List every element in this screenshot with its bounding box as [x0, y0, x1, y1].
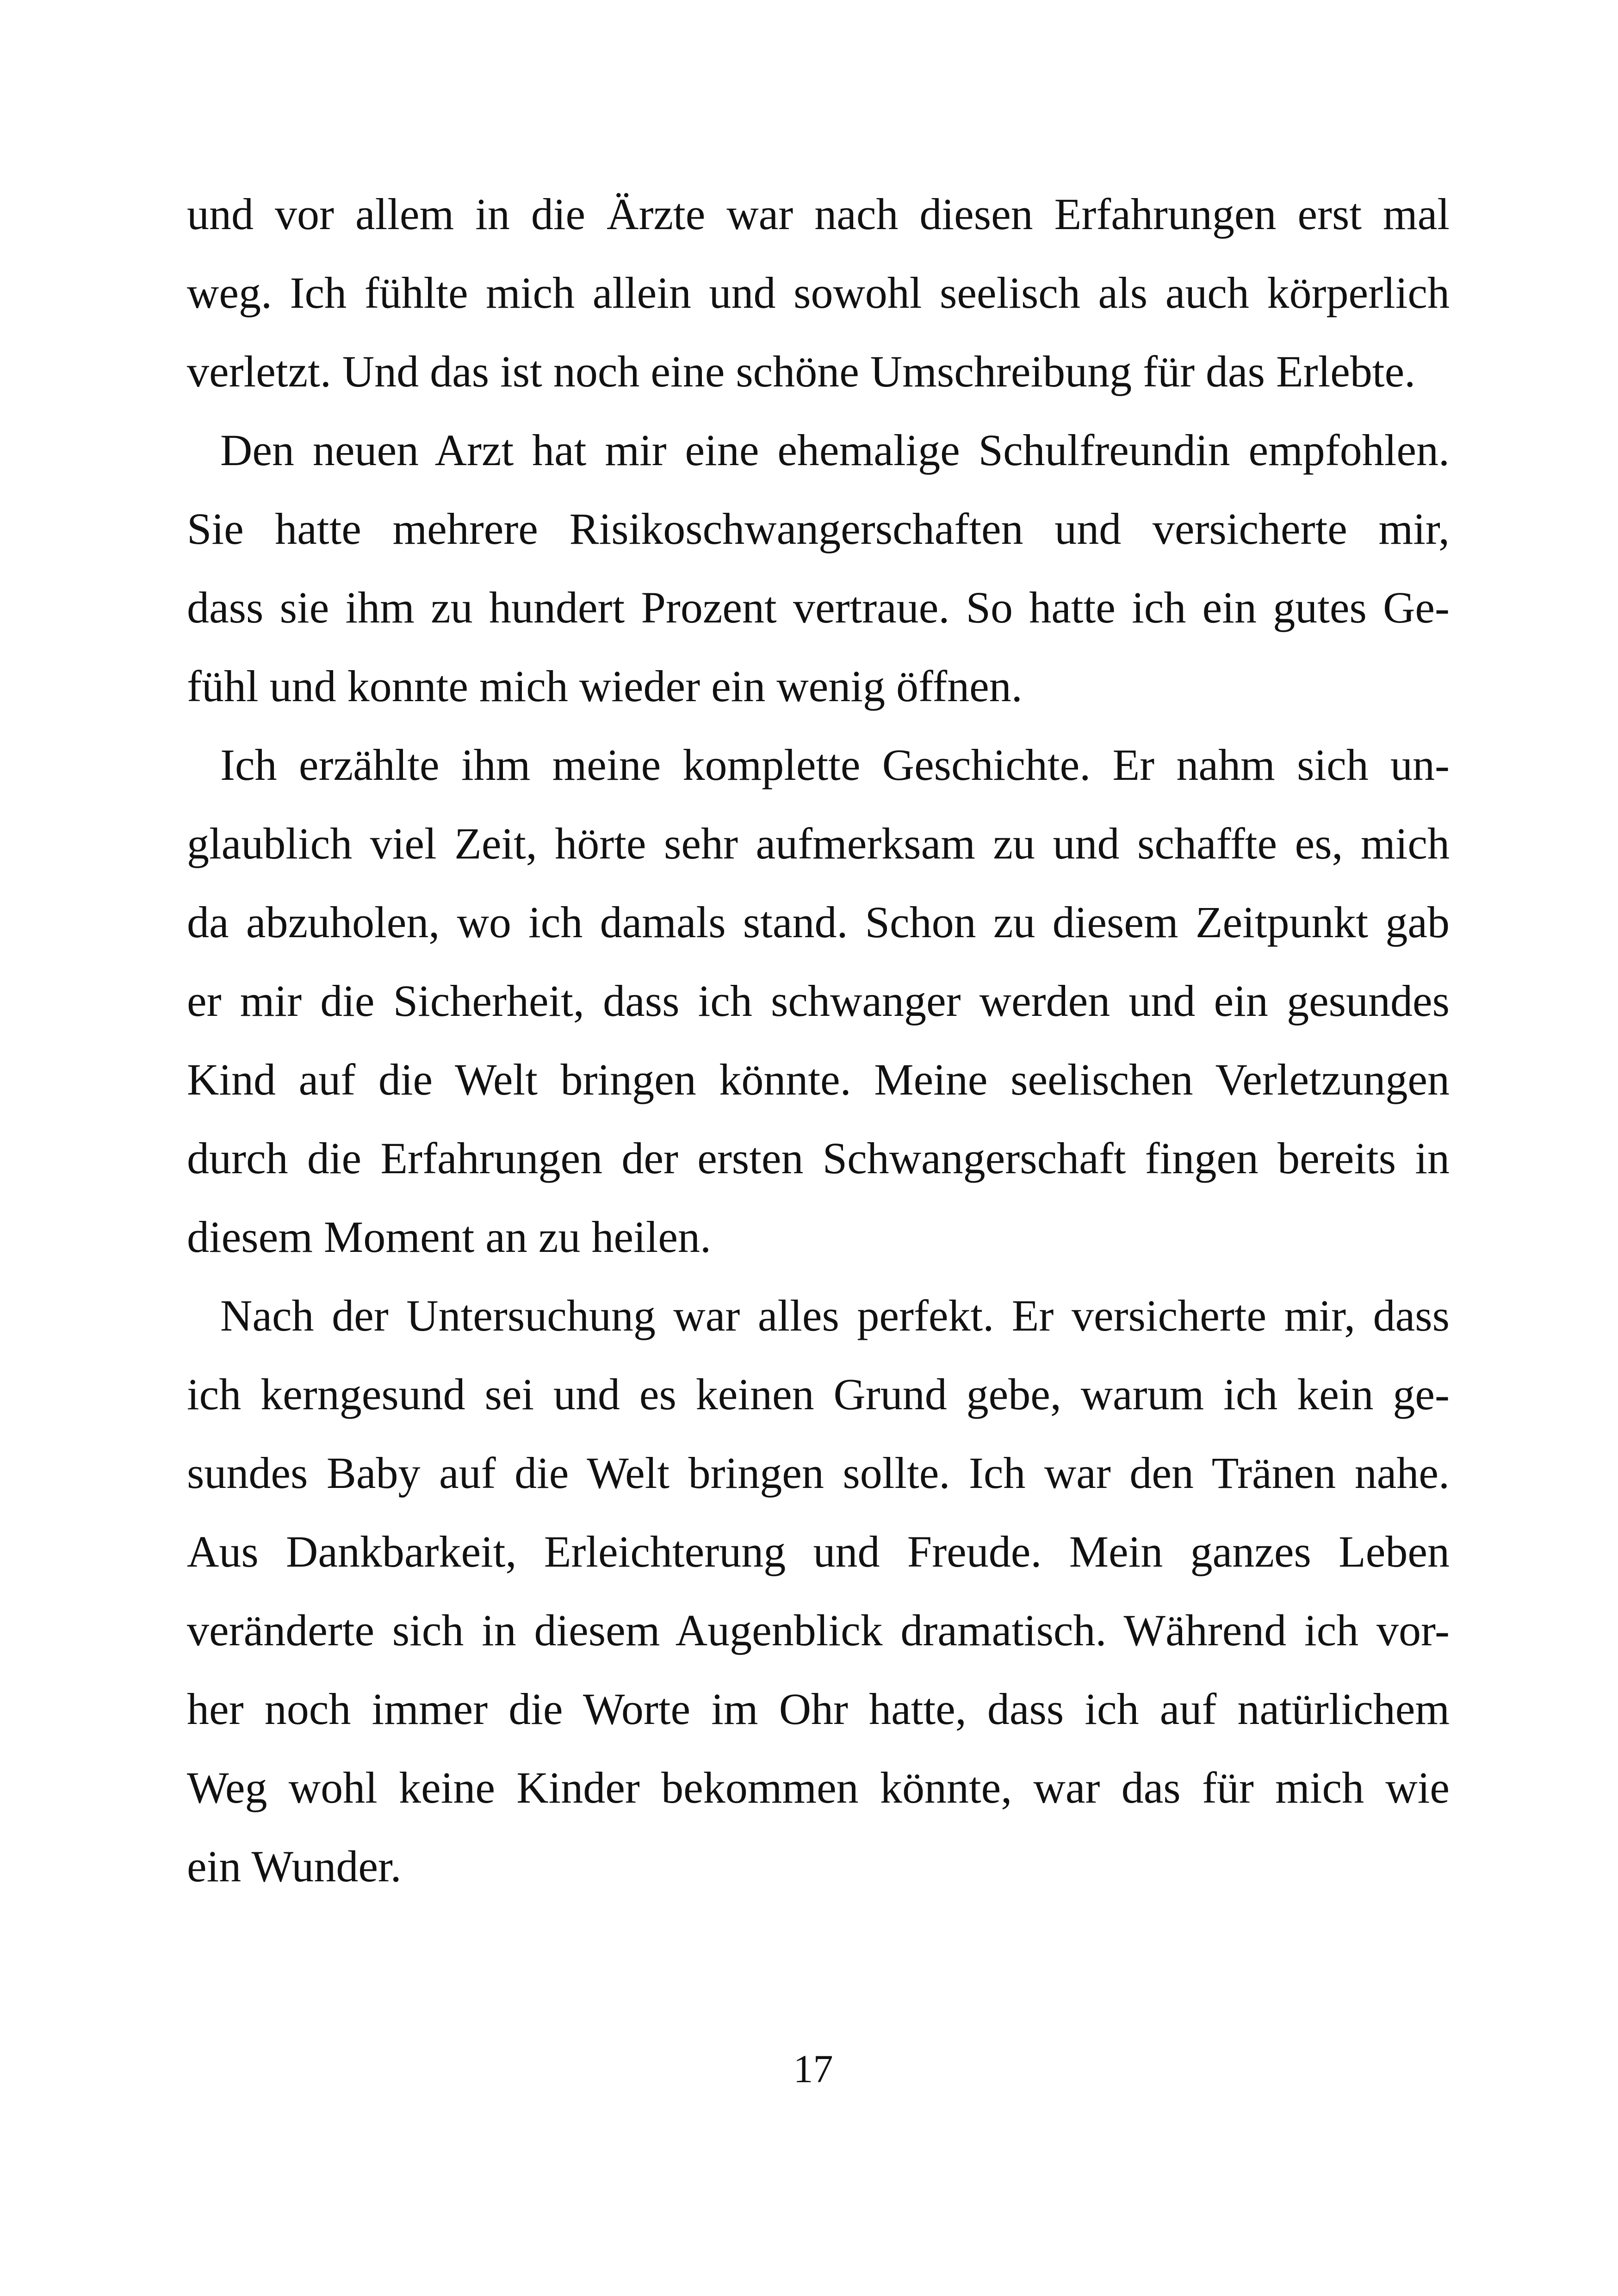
text-line: Nach der Untersuchung war alles perfekt. Er versicherte mir, dass: [220, 1291, 1450, 1340]
text-line: ein Wunder.: [187, 1842, 402, 1891]
text-line: und vor allem in die Ärzte war nach diesen Erfahrungen erst mal: [187, 189, 1450, 239]
paragraph: [187, 1276, 1450, 1906]
text-line: Sie hatte mehrere Risikoschwangerschaften und versicherte mir,: [187, 504, 1450, 554]
text-line: verletzt. Und das ist noch eine schöne Umschreibung für das Erlebte.: [187, 347, 1416, 396]
text-line: dass sie ihm zu hundert Prozent vertraue. So hatte ich ein gutes Ge-: [187, 583, 1450, 632]
text-line: sundes Baby auf die Welt bringen sollte. Ich war den Tränen nahe.: [187, 1448, 1450, 1498]
text-line: Kind auf die Welt bringen könnte. Meine seelischen Verletzungen: [187, 1055, 1450, 1104]
paragraph: [187, 175, 1450, 411]
page-number: 17: [793, 2047, 833, 2091]
body-text: [187, 175, 1450, 1906]
text-line: weg. Ich fühlte mich allein und sowohl seelisch als auch körperlich: [187, 268, 1450, 317]
text-line: ich kerngesund sei und es keinen Grund gebe, warum ich kein ge-: [187, 1369, 1450, 1419]
text-line: Den neuen Arzt hat mir eine ehemalige Schulfreundin empfohlen.: [220, 425, 1450, 475]
text-line: Ich erzählte ihm meine komplette Geschichte. Er nahm sich un-: [220, 740, 1450, 790]
text-line: veränderte sich in diesem Augenblick dramatisch. Während ich vor-: [187, 1605, 1450, 1655]
text-line: diesem Moment an zu heilen.: [187, 1212, 712, 1262]
text-line: er mir die Sicherheit, dass ich schwanger werden und ein gesundes: [187, 976, 1450, 1026]
text-line: da abzuholen, wo ich damals stand. Schon zu diesem Zeitpunkt gab: [187, 897, 1450, 947]
text-line: Weg wohl keine Kinder bekommen könnte, war das für mich wie: [187, 1763, 1450, 1812]
text-line: her noch immer die Worte im Ohr hatte, dass ich auf natürlichem: [187, 1684, 1450, 1734]
text-line: durch die Erfahrungen der ersten Schwangerschaft fingen bereits in: [187, 1133, 1450, 1183]
text-line: Aus Dankbarkeit, Erleichterung und Freude. Mein ganzes Leben: [187, 1527, 1450, 1576]
paragraph: [187, 726, 1450, 1276]
text-line: glaublich viel Zeit, hörte sehr aufmerksam zu und schaffte es, mich: [187, 819, 1450, 868]
text-line: fühl und konnte mich wieder ein wenig öffnen.: [187, 661, 1023, 711]
paragraph: [187, 411, 1450, 726]
